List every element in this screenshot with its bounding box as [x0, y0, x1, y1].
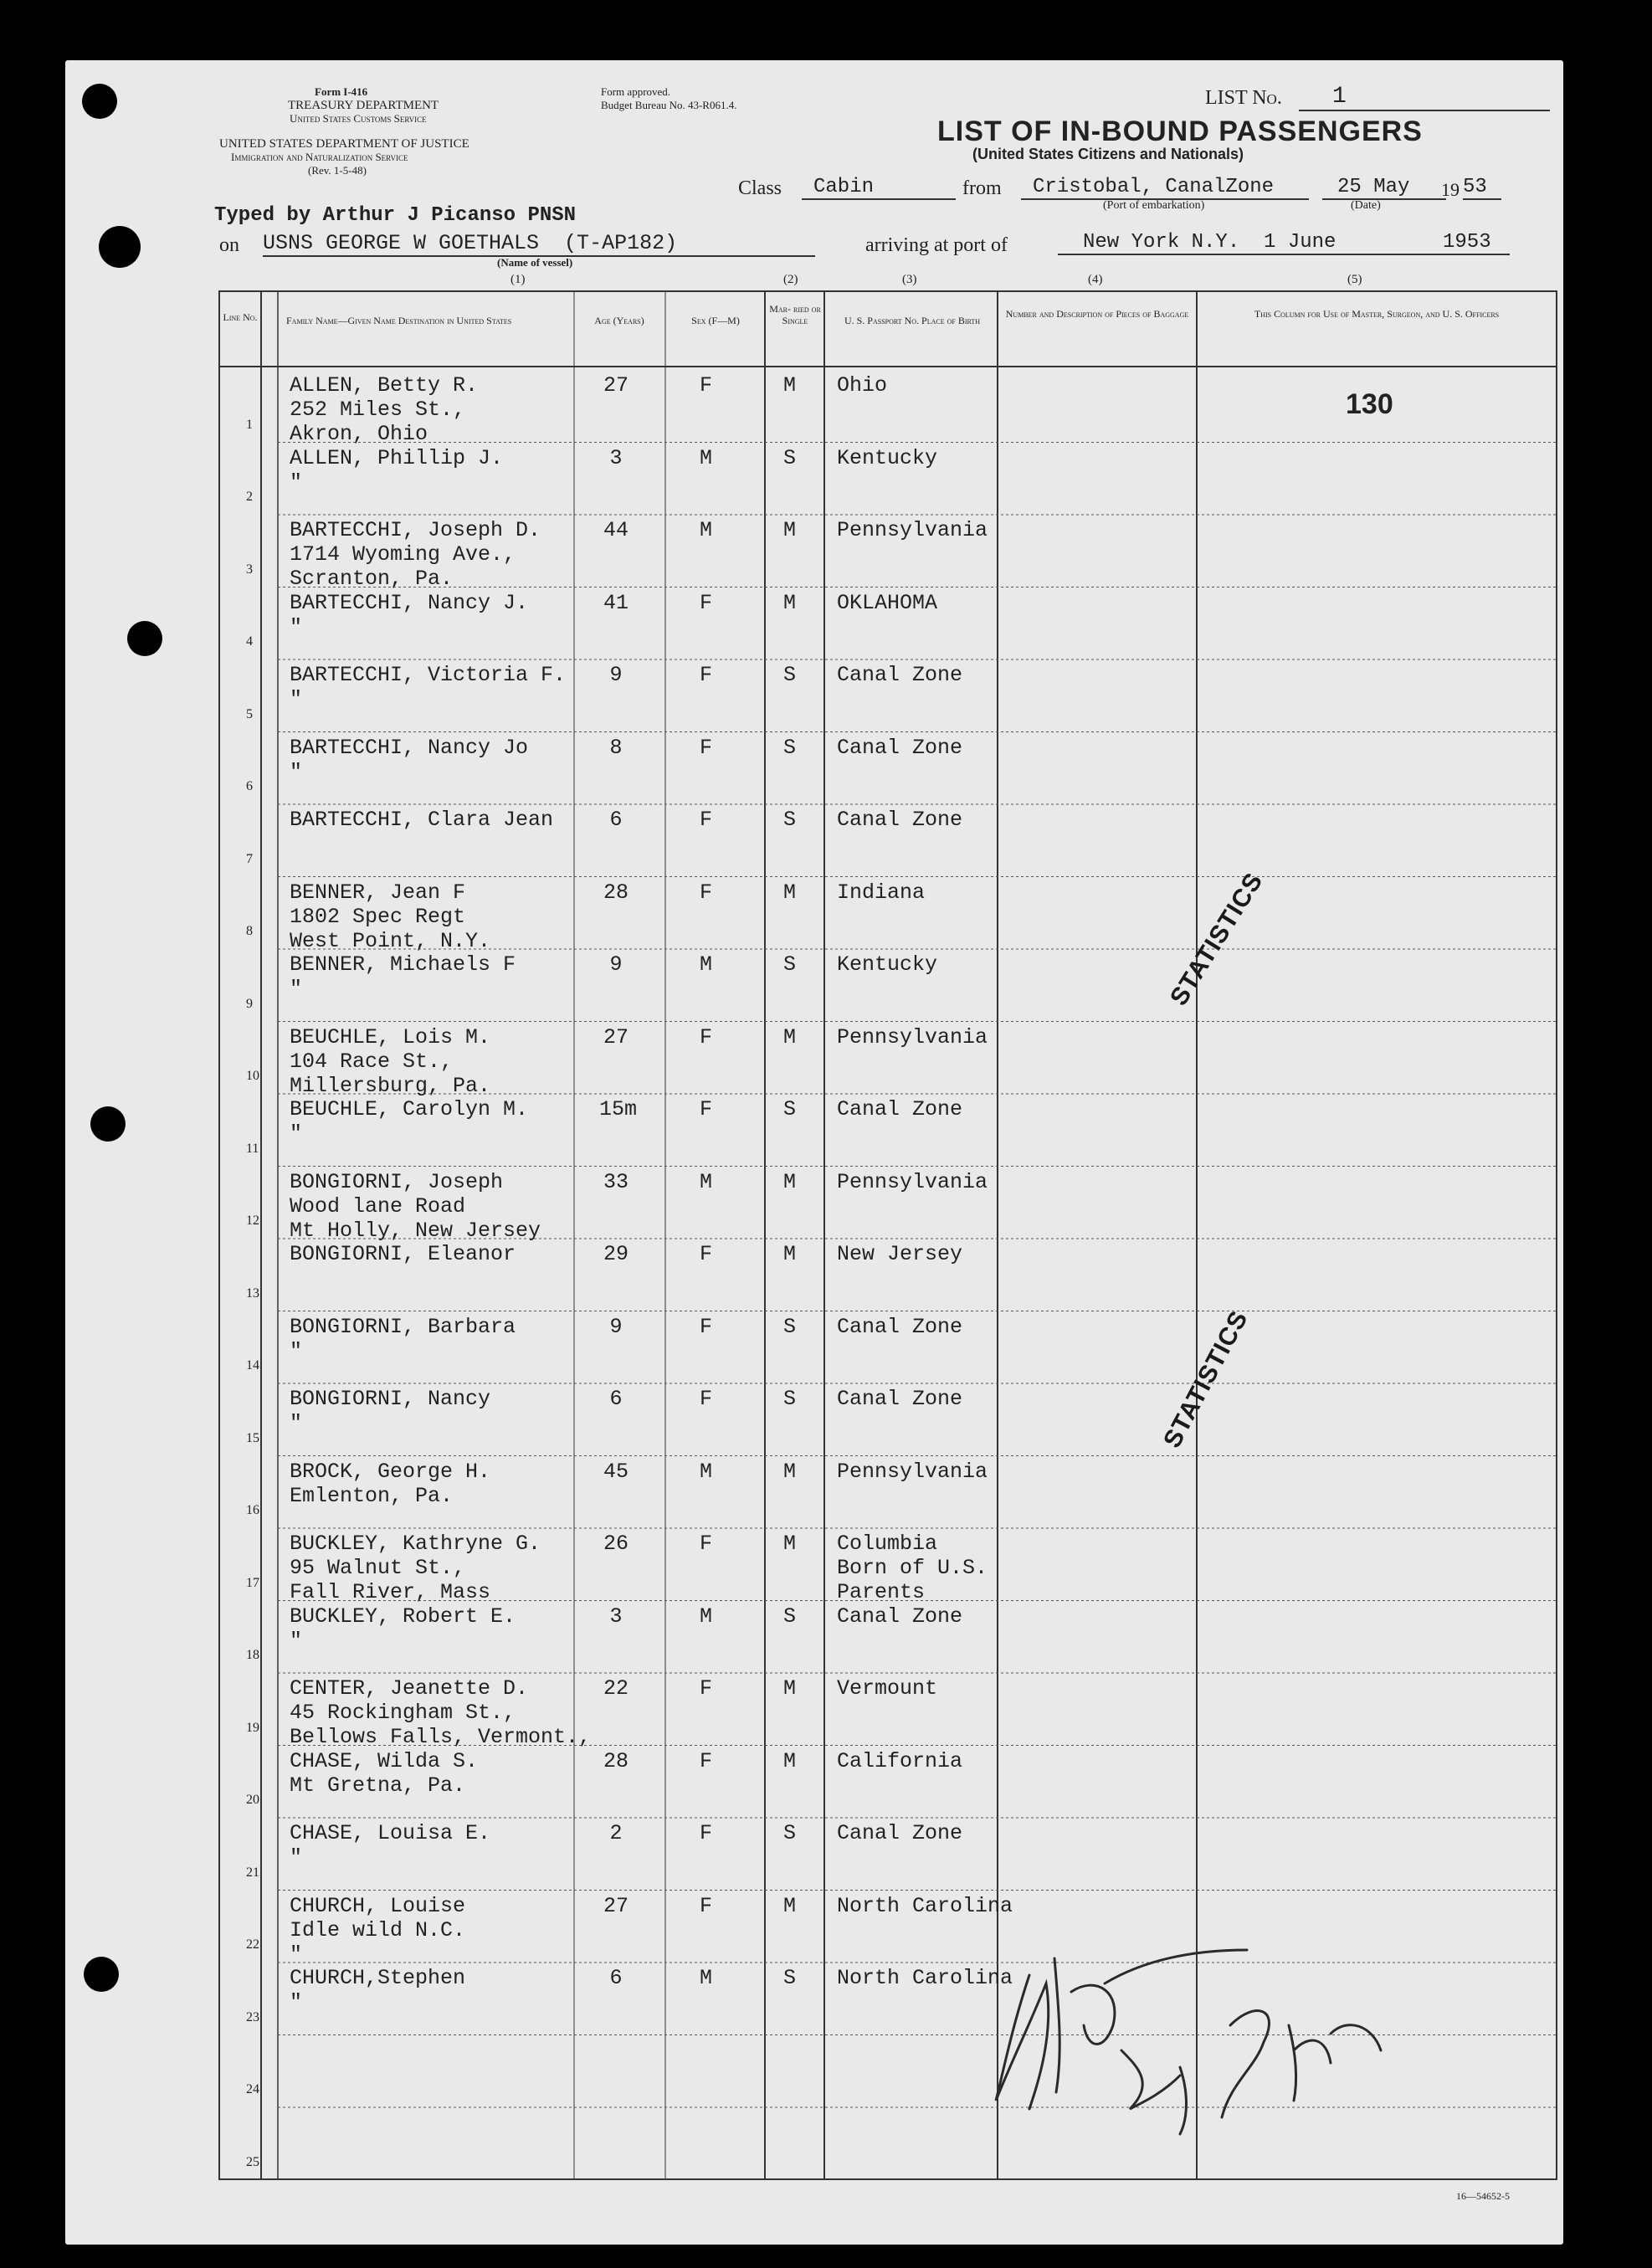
line-number: 3	[246, 562, 253, 577]
line-number: 2	[246, 490, 253, 504]
budget-bureau: Budget Bureau No. 43-R061.4.	[601, 99, 737, 111]
place-of-birth: Canal Zone	[837, 1604, 963, 1629]
passenger-age: 27	[603, 1024, 628, 1049]
passenger-name: BROCK, George H. Emlenton, Pa.	[290, 1459, 491, 1508]
marital-status: S	[783, 952, 797, 977]
port-caption: (Port of embarkation)	[1103, 199, 1205, 212]
passenger-age: 3	[609, 445, 623, 470]
port-of-embarkation: Cristobal, CanalZone	[1021, 176, 1309, 200]
passenger-sex: F	[700, 808, 713, 832]
line-number: 16	[246, 1503, 259, 1517]
place-of-birth: North Carolina	[837, 1966, 1013, 1990]
marital-status: S	[783, 808, 797, 832]
typed-by: Typed by Arthur J Picanso PNSN	[214, 204, 577, 227]
place-of-birth: Columbia Born of U.S. Parents	[837, 1532, 988, 1604]
passenger-name: BEUCHLE, Lois M. 104 Race St., Millersburg, Pa.	[290, 1024, 491, 1098]
passenger-sex: M	[700, 1604, 713, 1629]
passenger-name: CHURCH,Stephen "	[290, 1966, 466, 2014]
passenger-age: 6	[609, 1966, 623, 1990]
marital-status: S	[783, 663, 797, 687]
passenger-age: 27	[603, 1893, 628, 1918]
passenger-age: 9	[609, 1314, 623, 1339]
marital-status: M	[783, 1169, 797, 1194]
col-number-1: (1)	[510, 273, 526, 286]
passenger-name: BARTECCHI, Clara Jean	[290, 808, 554, 832]
place-of-birth: Canal Zone	[837, 735, 963, 760]
passenger-name: BENNER, Jean F 1802 Spec Regt West Point, N.Y.	[290, 880, 491, 953]
line-number: 24	[246, 2082, 259, 2096]
marital-status: S	[783, 1097, 797, 1121]
passenger-name: ALLEN, Phillip J. "	[290, 445, 504, 495]
passenger-age: 33	[603, 1169, 628, 1194]
marital-status: M	[783, 1459, 797, 1484]
place-of-birth: Canal Zone	[837, 1314, 963, 1339]
header-name: Family Name—Given Name Destination in United States	[286, 315, 512, 326]
passenger-sex: M	[700, 1459, 713, 1484]
line-number: 25	[246, 2154, 259, 2169]
passenger-name: CENTER, Jeanette D. 45 Rockingham St., Bellows Falls, Vermont.,	[290, 1676, 592, 1749]
treasury-dept: TREASURY DEPARTMENT	[288, 99, 439, 112]
header-married: Mar- ried or Single	[769, 303, 821, 326]
col-number-3: (3)	[902, 273, 917, 286]
line-number: 23	[246, 2009, 259, 2024]
place-of-birth: North Carolina	[837, 1893, 1013, 1918]
line-number: 12	[246, 1214, 259, 1228]
col-number-2: (2)	[783, 273, 798, 286]
line-number: 15	[246, 1430, 259, 1445]
place-of-birth: Vermount	[837, 1676, 938, 1701]
form-subtitle: (United States Citizens and Nationals)	[972, 146, 1244, 162]
passenger-sex: M	[700, 952, 713, 977]
passenger-name: CHASE, Wilda S. Mt Gretna, Pa.	[290, 1748, 479, 1798]
passenger-age: 27	[603, 373, 628, 398]
passenger-name: BARTECCHI, Victoria F. "	[290, 663, 567, 711]
passenger-name: ALLEN, Betty R. 252 Miles St., Akron, Ohio	[290, 373, 479, 446]
line-number: 8	[246, 924, 253, 938]
passenger-age: 9	[609, 952, 623, 977]
passenger-age: 26	[603, 1532, 628, 1556]
justice-dept: UNITED STATES DEPARTMENT OF JUSTICE	[219, 137, 469, 151]
place-of-birth: Pennsylvania	[837, 1024, 988, 1049]
passenger-sex: F	[700, 1314, 713, 1339]
passenger-sex: F	[700, 1097, 713, 1121]
vessel-caption: (Name of vessel)	[497, 256, 573, 269]
arrival-port: New York N.Y. 1 June	[1058, 231, 1451, 255]
place-of-birth: Canal Zone	[837, 1821, 963, 1845]
line-number: 5	[246, 706, 253, 721]
line-number: 6	[246, 779, 253, 793]
place-of-birth: Kentucky	[837, 952, 938, 977]
header-baggage: Number and Description of Pieces of Baggage	[1005, 308, 1189, 320]
passenger-name: BONGIORNI, Eleanor	[290, 1242, 516, 1266]
place-of-birth: Canal Zone	[837, 1387, 963, 1411]
place-of-birth: Kentucky	[837, 445, 938, 470]
passenger-sex: F	[700, 1242, 713, 1266]
class-value: Cabin	[802, 176, 956, 200]
place-of-birth: OKLAHOMA	[837, 590, 938, 615]
marital-status: M	[783, 373, 797, 398]
place-of-birth: Ohio	[837, 373, 888, 398]
line-number: 17	[246, 1575, 259, 1590]
passenger-age: 28	[603, 1748, 628, 1773]
passenger-name: BONGIORNI, Barbara "	[290, 1314, 516, 1363]
marital-status: M	[783, 1748, 797, 1773]
passenger-sex: F	[700, 1387, 713, 1411]
embark-year: 53	[1463, 176, 1501, 200]
passenger-age: 6	[609, 808, 623, 832]
marital-status: S	[783, 1821, 797, 1845]
passenger-name: BARTECCHI, Nancy Jo "	[290, 735, 529, 784]
passenger-sex: F	[700, 1024, 713, 1049]
header-passport: U. S. Passport No. Place of Birth	[844, 315, 981, 326]
marital-status: S	[783, 1314, 797, 1339]
line-number: 20	[246, 1793, 259, 1807]
passenger-sex: M	[700, 518, 713, 542]
col-number-4: (4)	[1088, 273, 1103, 286]
marital-status: M	[783, 518, 797, 542]
form-title: LIST OF IN-BOUND PASSENGERS	[937, 115, 1423, 147]
header-sex: Sex (F—M)	[691, 315, 740, 326]
immigration-service: Immigration and Naturalization Service	[231, 151, 408, 163]
marital-status: M	[783, 1242, 797, 1266]
place-of-birth: Canal Zone	[837, 808, 963, 832]
customs-service: United States Customs Service	[290, 112, 427, 125]
line-number: 4	[246, 634, 253, 649]
arriving-label: arriving at port of	[865, 234, 1008, 256]
form-revision: (Rev. 1-5-48)	[308, 164, 367, 177]
embark-date: 25 May	[1322, 176, 1446, 200]
place-of-birth: Indiana	[837, 880, 926, 905]
place-of-birth: Pennsylvania	[837, 1169, 988, 1194]
line-number: 19	[246, 1720, 259, 1735]
passenger-name: BARTECCHI, Nancy J. "	[290, 590, 529, 639]
passenger-sex: F	[700, 1748, 713, 1773]
line-number: 21	[246, 1865, 259, 1880]
passenger-age: 29	[603, 1242, 628, 1266]
passenger-name: BARTECCHI, Joseph D. 1714 Wyoming Ave., Scranton, Pa.	[290, 518, 541, 591]
passenger-age: 8	[609, 735, 623, 760]
handwritten-signature	[979, 1925, 1398, 2142]
passenger-name: CHASE, Louisa E. "	[290, 1821, 491, 1870]
passenger-sex: F	[700, 373, 713, 398]
passenger-sex: M	[700, 445, 713, 470]
from-label: from	[962, 177, 1002, 199]
passenger-sex: F	[700, 1821, 713, 1845]
form-number: Form I-416	[315, 85, 368, 98]
passenger-age: 6	[609, 1387, 623, 1411]
marital-status: S	[783, 1604, 797, 1629]
passenger-sex: F	[700, 663, 713, 687]
line-number: 10	[246, 1069, 259, 1083]
passenger-sex: F	[700, 590, 713, 615]
passenger-age: 3	[609, 1604, 623, 1629]
class-label: Class	[738, 177, 782, 199]
passenger-age: 41	[603, 590, 628, 615]
marital-status: M	[783, 1676, 797, 1701]
line-number: 18	[246, 1648, 259, 1662]
marital-status: S	[783, 445, 797, 470]
passenger-sex: M	[700, 1966, 713, 1990]
passenger-name: BONGIORNI, Joseph Wood lane Road Mt Holly, New Jersey	[290, 1169, 541, 1243]
marital-status: M	[783, 1893, 797, 1918]
place-of-birth: Canal Zone	[837, 1097, 963, 1121]
passenger-age: 15m	[599, 1097, 638, 1121]
on-label: on	[219, 234, 239, 256]
marital-status: S	[783, 735, 797, 760]
arrival-year: 1953	[1434, 231, 1510, 255]
vessel-name: USNS GEORGE W GOETHALS (T-AP182)	[263, 231, 815, 257]
line-number: 1	[246, 417, 253, 432]
line-number: 14	[246, 1358, 259, 1373]
passenger-age: 2	[609, 1821, 623, 1845]
passenger-age: 9	[609, 663, 623, 687]
line-number: 13	[246, 1285, 259, 1301]
header-officers: This Column for Use of Master, Surgeon, and U. S. Officers	[1254, 308, 1500, 320]
passenger-name: BEUCHLE, Carolyn M. "	[290, 1097, 529, 1146]
passenger-name: BENNER, Michaels F "	[290, 952, 516, 1001]
list-no-value: 1	[1299, 84, 1550, 111]
passenger-sex: F	[700, 735, 713, 760]
passenger-age: 45	[603, 1459, 628, 1484]
passenger-age: 28	[603, 880, 628, 905]
list-no-label: LIST No.	[1205, 87, 1282, 109]
passenger-sex: F	[700, 1893, 713, 1918]
place-of-birth: New Jersey	[837, 1242, 963, 1266]
place-of-birth: California	[837, 1748, 963, 1773]
passenger-name: BUCKLEY, Robert E. "	[290, 1604, 516, 1653]
marital-status: M	[783, 1024, 797, 1049]
passenger-sex: F	[700, 880, 713, 905]
officer-note: 130	[1346, 388, 1393, 420]
line-number: 11	[246, 1141, 259, 1156]
line-number: 9	[246, 996, 253, 1011]
year-prefix: 19	[1441, 179, 1460, 200]
marital-status: M	[783, 880, 797, 905]
passenger-sex: M	[700, 1169, 713, 1194]
marital-status: S	[783, 1966, 797, 1990]
statistics-stamp: STATISTICS	[1158, 1306, 1254, 1453]
place-of-birth: Pennsylvania	[837, 1459, 988, 1484]
place-of-birth: Canal Zone	[837, 663, 963, 687]
col-number-5: (5)	[1347, 273, 1362, 286]
footer-code: 16—54652-5	[1456, 2190, 1510, 2202]
marital-status: M	[783, 1532, 797, 1556]
passenger-age: 44	[603, 518, 628, 542]
marital-status: M	[783, 590, 797, 615]
statistics-stamp: STATISTICS	[1165, 867, 1269, 1011]
marital-status: S	[783, 1387, 797, 1411]
passenger-age: 22	[603, 1676, 628, 1701]
header-line-no: Line No.	[223, 311, 258, 323]
place-of-birth: Pennsylvania	[837, 518, 988, 542]
passenger-sex: F	[700, 1532, 713, 1556]
header-age: Age (Years)	[594, 315, 644, 326]
form-approved: Form approved.	[601, 85, 671, 98]
passenger-sex: F	[700, 1676, 713, 1701]
passenger-name: CHURCH, Louise Idle wild N.C. "	[290, 1893, 466, 1967]
line-number: 22	[246, 1937, 259, 1952]
line-number: 7	[246, 851, 253, 866]
date-caption: (Date)	[1351, 199, 1381, 212]
passenger-name: BONGIORNI, Nancy "	[290, 1387, 491, 1435]
passenger-name: BUCKLEY, Kathryne G. 95 Walnut St., Fall River, Mass	[290, 1532, 541, 1604]
